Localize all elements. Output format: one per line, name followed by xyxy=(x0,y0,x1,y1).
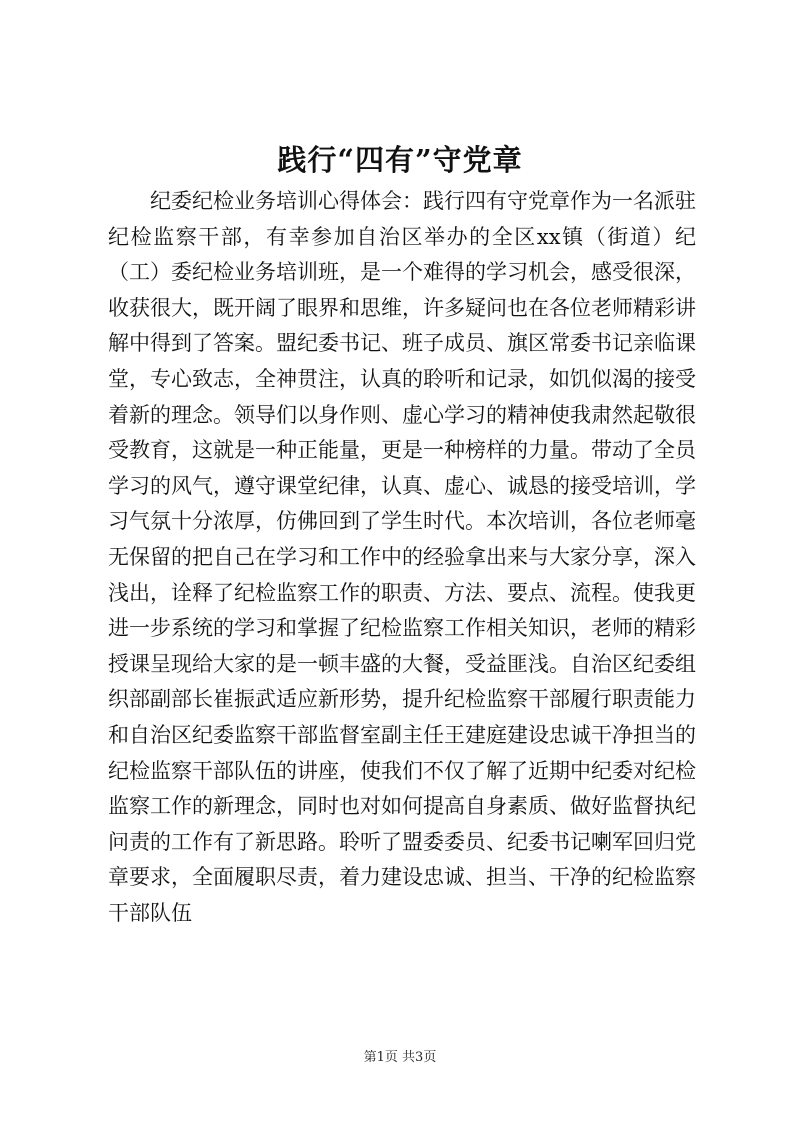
document-title: 践行“四有”守党章 xyxy=(277,143,523,177)
page-footer: 第1页 共3页 xyxy=(363,1050,437,1065)
body-paragraph: 纪委纪检业务培训心得体会：践行四有守党章作为一名派驻纪检监察干部，有幸参加自治区举办的全区xx镇（街道）纪（工）委纪检业务培训班，是一个难得的学习机会，感受很深，收获很大，既开阔了眼界和思维，许多疑问也在各位老师精彩讲解中得到了答案。盟纪委书记、班子成员、旗区常委书记亲临课堂，专心致志，全神贯注，认真的聆听和记录，如饥似渴的接受着新的理念。领导们以身作则、虚心学习的精神使我肃然起敬很受教育，这就是一种正能量，更是一种榜样的力量。带动了全员学习的风气，遵守课堂纪律，认真、虚心、诚恳的接受培训，学习气氛十分浓厚，仿佛回到了学生时代。本次培训，各位老师毫无保留的把自己在学习和工作中的经验拿出来与大家分享，深入浅出，诠释了纪检监察工作的职责、方法、要点、流程。使我更进一步系统的学习和掌握了纪检监察工作相关知识，老师的精彩授课呈现给大家的是一顿丰盛的大餐，受益匪浅。自治区纪委组织部副部长崔振武适应新形势，提升纪检监察干部履行职责能力和自治区纪委监察干部监督室副主任王建庭建设忠诚干净担当的纪检监察干部队伍的讲座，使我们不仅了解了近期中纪委对纪检监察工作的新理念，同时也对如何提高自身素质、做好监督执纪问责的工作有了新思路。聆听了盟委委员、纪委书记喇军回归党章要求，全面履职尽责，着力建设忠诚、担当、干净的纪检监察干部队伍 xyxy=(108,189,696,925)
